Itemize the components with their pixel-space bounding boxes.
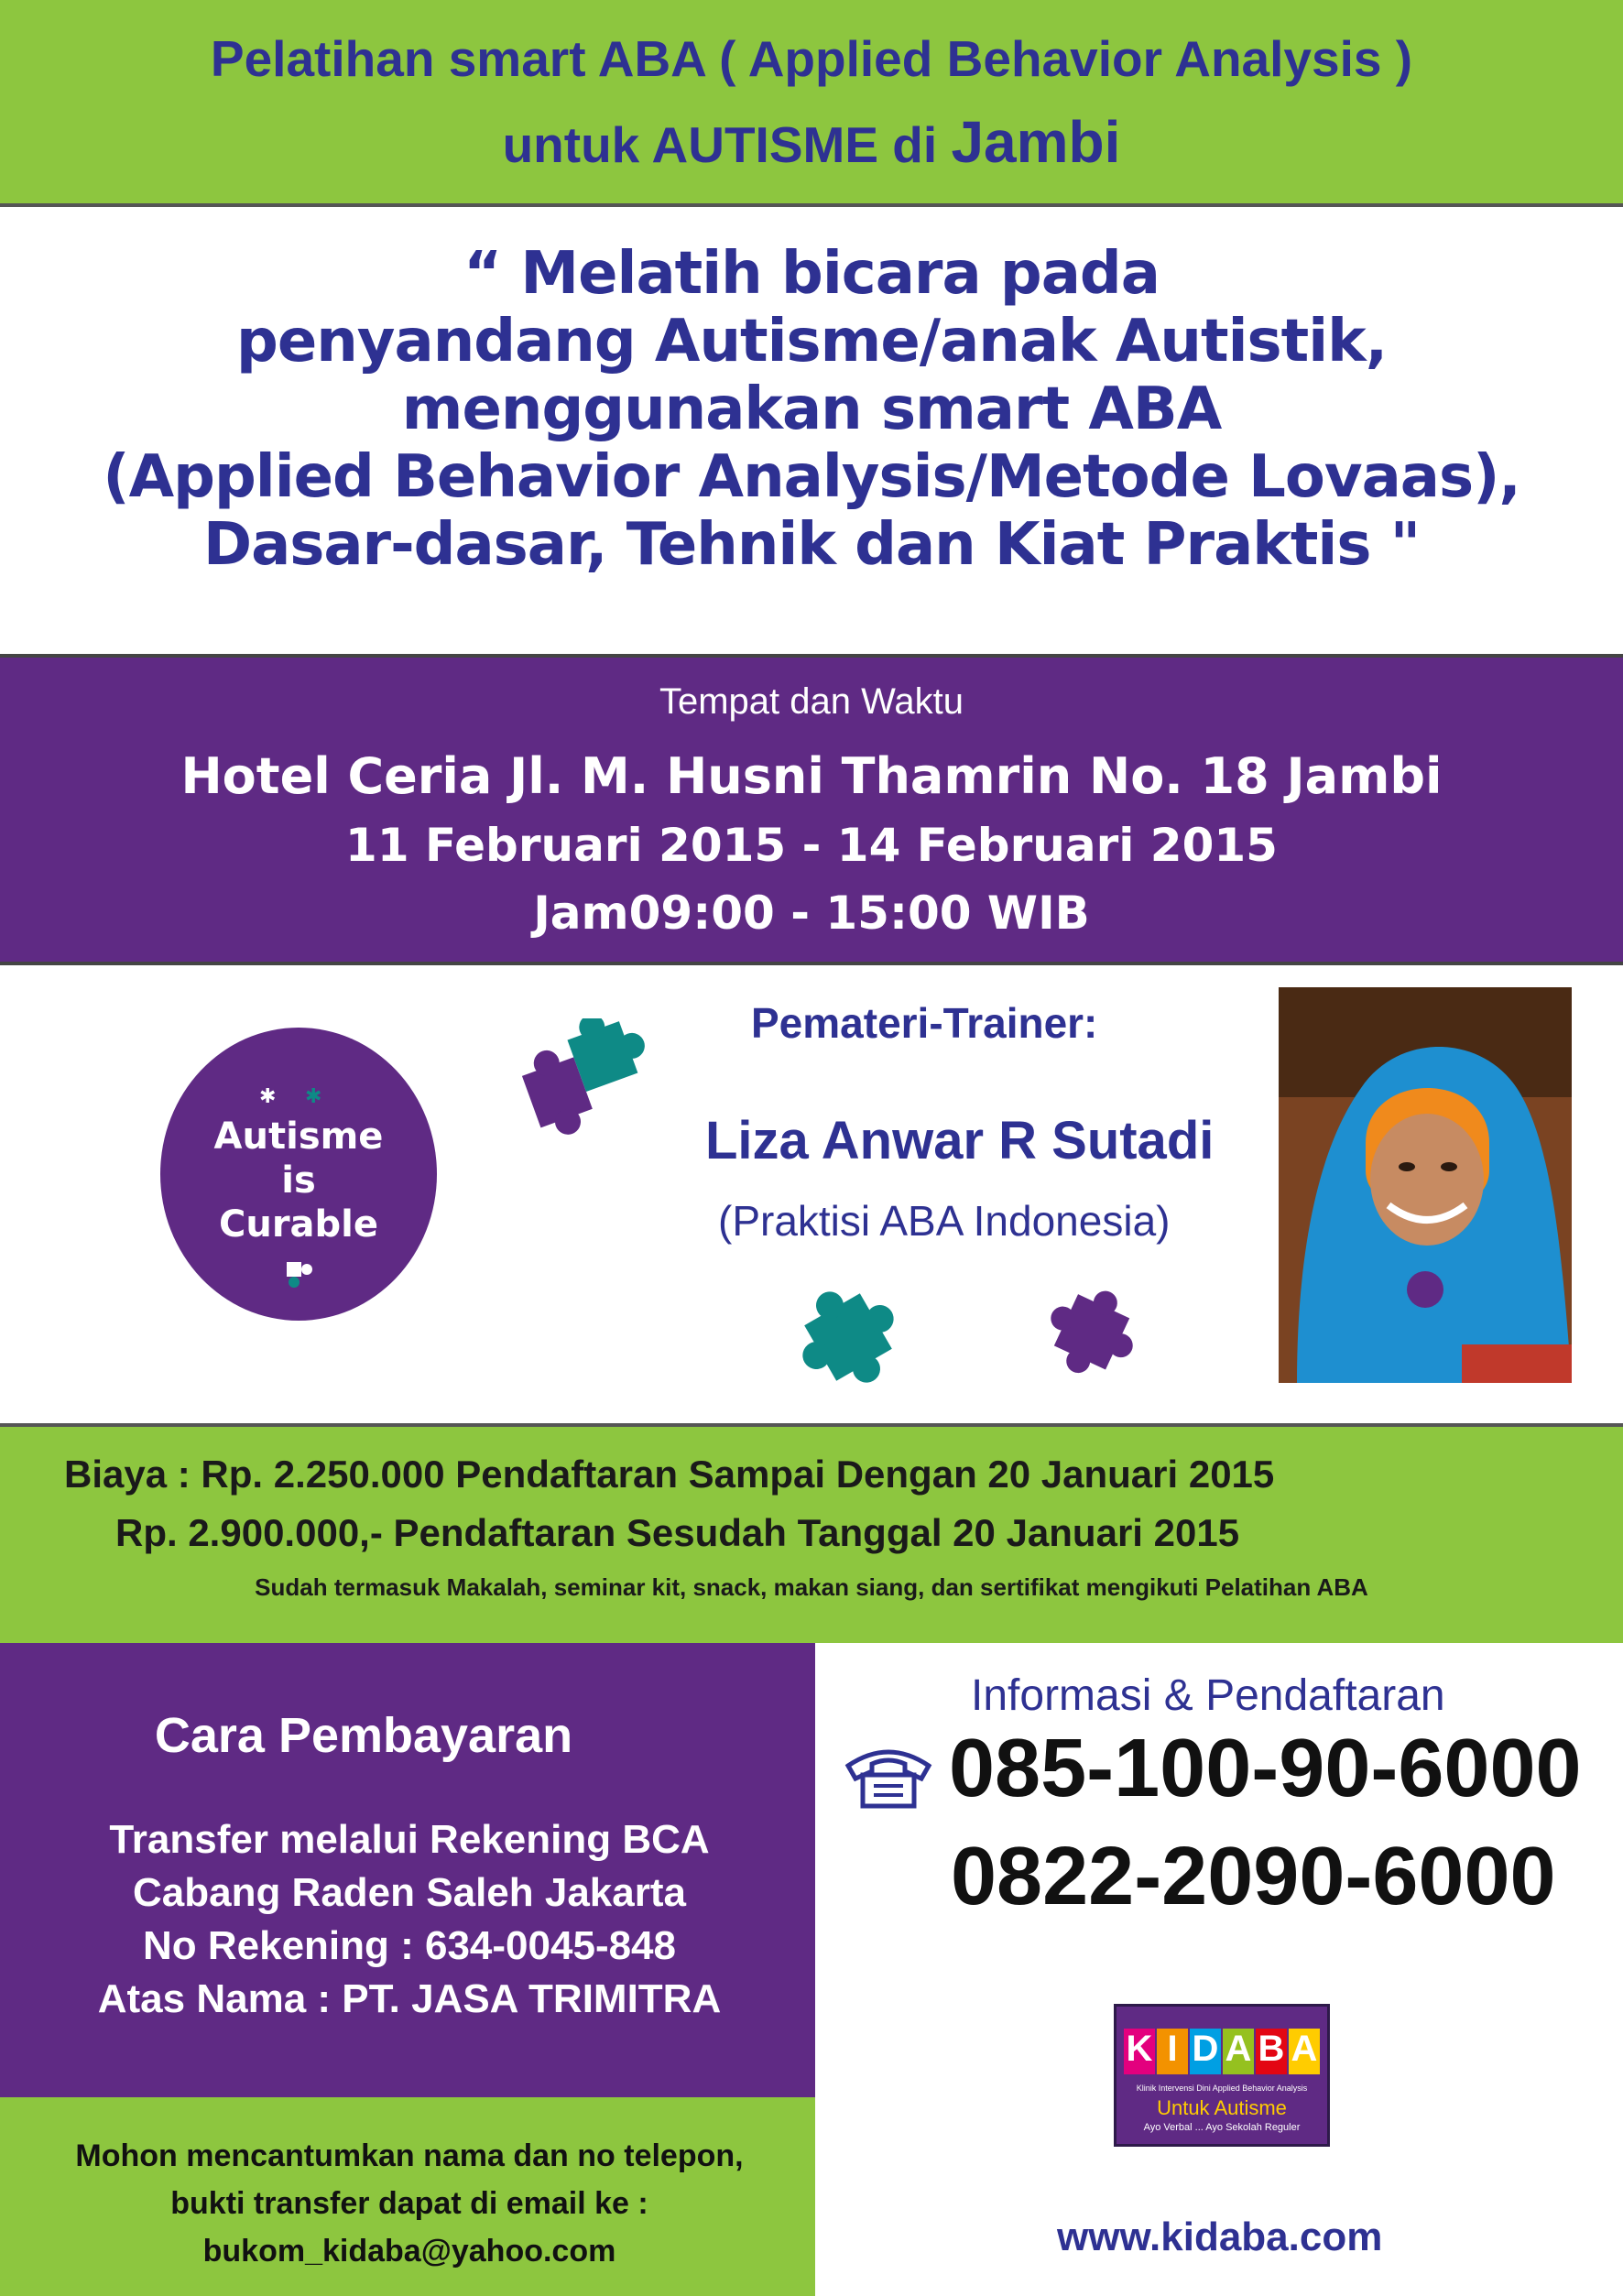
autisme-curable-badge: [160, 1028, 437, 1321]
quote-line: penyandang Autisme/anak Autistik,: [236, 308, 1387, 375]
fee-line-1: Biaya : Rp. 2.250.000 Pendaftaran Sampai Dengan 20 Januari 2015: [64, 1453, 1275, 1496]
phone-number-2[interactable]: 0822-2090-6000: [951, 1831, 1556, 1922]
puzzle-icon: [279, 1255, 325, 1291]
puzzle-icon: [513, 1018, 669, 1156]
fee-note: Sudah termasuk Makalah, seminar kit, snack, makan siang, dan sertifikat mengikuti Pelatihan ABA: [255, 1573, 1368, 1601]
badge-line: Curable: [218, 1203, 379, 1246]
trainer-photo: [1279, 987, 1572, 1383]
venue-section: [0, 654, 1623, 965]
sparkle-icon: [259, 1083, 332, 1110]
trainer-name: Liza Anwar R Sutadi: [705, 1111, 1215, 1170]
svg-text:✱: ✱: [305, 1085, 322, 1108]
payment-line: Transfer melalui Rekening BCA: [109, 1817, 710, 1862]
header-subtitle-text: untuk AUTISME di: [502, 116, 938, 173]
quote-line: Dasar-dasar, Tehnik dan Kiat Praktis ": [202, 511, 1421, 579]
puzzle-icon: [1033, 1275, 1152, 1394]
trainer-portrait-illustration: [1279, 987, 1572, 1383]
payment-heading: Cara Pembayaran: [154, 1708, 573, 1763]
quote-block: [55, 240, 1568, 579]
venue-dates: 11 Februari 2015 - 14 Februari 2015: [345, 819, 1278, 872]
quote-line: menggunakan smart ABA: [401, 375, 1222, 443]
notice-email[interactable]: bukom_kidaba@yahoo.com: [202, 2234, 616, 2269]
website-link[interactable]: www.kidaba.com: [1057, 2214, 1383, 2259]
trainer-role: (Praktisi ABA Indonesia): [718, 1197, 1171, 1245]
logo-letter: D: [1192, 2029, 1219, 2069]
notice-line: Mohon mencantumkan nama dan no telepon,: [75, 2138, 744, 2173]
logo-letters: [1124, 2021, 1320, 2080]
logo-slogan: Ayo Verbal ... Ayo Sekolah Reguler: [1143, 2122, 1301, 2133]
quote-line: (Applied Behavior Analysis/Metode Lovaas),: [103, 443, 1520, 511]
payment-line: No Rekening : 634-0045-848: [142, 1923, 677, 1968]
trainer-heading: Pemateri-Trainer:: [751, 999, 1098, 1047]
logo-tag-text: Untuk Autisme: [1157, 2096, 1287, 2119]
badge-text: [160, 1115, 437, 1246]
phone-number-1[interactable]: 085-100-90-6000: [949, 1723, 1582, 1814]
puzzle-icon: [784, 1273, 912, 1401]
header-subtitle: [0, 108, 1623, 176]
svg-text:✱: ✱: [259, 1085, 277, 1108]
info-heading: Informasi & Pendaftaran: [971, 1671, 1445, 1720]
notice-line: bukti transfer dapat di email ke :: [170, 2186, 648, 2221]
payment-line: Cabang Raden Saleh Jakarta: [132, 1870, 686, 1915]
logo-letter: I: [1167, 2029, 1178, 2069]
header-title: Pelatihan smart ABA ( Applied Behavior Analysis ): [210, 30, 1413, 87]
logo-letter: A: [1291, 2029, 1318, 2069]
venue-place: Hotel Ceria Jl. M. Husni Thamrin No. 18 Jambi: [180, 747, 1443, 805]
kidaba-logo: [1114, 2004, 1330, 2147]
logo-subtitle: Klinik Intervensi Dini Applied Behavior Analysis: [1136, 2084, 1308, 2093]
quote-line: “ Melatih bicara pada: [463, 240, 1160, 308]
logo-letter: K: [1126, 2029, 1153, 2069]
header-banner: [0, 0, 1623, 207]
notice-section: [0, 2097, 815, 2296]
badge-line: Autisme: [213, 1115, 384, 1158]
fees-section: [0, 1423, 1623, 1643]
info-section: [815, 1643, 1623, 2296]
payment-section: [0, 1643, 815, 2097]
payment-line: Atas Nama : PT. JASA TRIMITRA: [97, 1976, 722, 2021]
header-city: Jambi: [951, 109, 1121, 175]
notice-text: [0, 2132, 819, 2275]
phone-icon: [843, 1738, 934, 1812]
payment-details: [0, 1813, 819, 2026]
logo-letter: B: [1258, 2029, 1285, 2069]
badge-line: is: [281, 1159, 316, 1202]
venue-heading: Tempat dan Waktu: [659, 681, 964, 722]
fee-line-2: Rp. 2.900.000,- Pendaftaran Sesudah Tanggal 20 Januari 2015: [115, 1511, 1240, 1554]
venue-time: Jam09:00 - 15:00 WIB: [533, 887, 1090, 940]
logo-letter: A: [1225, 2029, 1252, 2069]
